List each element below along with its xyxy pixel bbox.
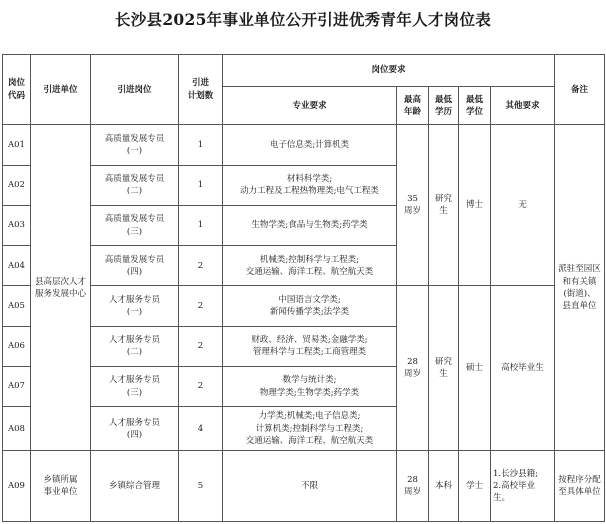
cell-major: 不限 — [223, 451, 397, 522]
header-major: 专业要求 — [223, 87, 397, 125]
cell-min-edu: 本科 — [429, 451, 459, 522]
cell-min-degree: 博士 — [459, 125, 491, 286]
cell-post: 人才服务专员 (二) — [91, 326, 179, 366]
table-row — [3, 286, 605, 326]
header-min-degree: 最低 学位 — [459, 87, 491, 125]
positions-table — [2, 54, 605, 522]
cell-post: 高质量发展专员 (四) — [91, 246, 179, 286]
cell-code: A02 — [3, 165, 31, 205]
cell-major: 电子信息类;计算机类 — [223, 125, 397, 165]
cell-plan: 1 — [179, 165, 223, 205]
header-max-age: 最高 年龄 — [397, 87, 429, 125]
cell-post: 高质量发展专员 (二) — [91, 165, 179, 205]
cell-major: 机械类;控制科学与工程类; 交通运输、海洋工程、航空航天类 — [223, 246, 397, 286]
cell-max-age: 35 周岁 — [397, 125, 429, 286]
cell-code: A05 — [3, 286, 31, 326]
cell-plan: 2 — [179, 286, 223, 326]
cell-major: 中国语言文学类; 新闻传播学类;法学类 — [223, 286, 397, 326]
cell-plan: 2 — [179, 246, 223, 286]
cell-major: 财政、经济、贸易类;金融学类; 管理科学与工程类;工商管理类 — [223, 326, 397, 366]
table-row — [3, 125, 605, 165]
cell-plan: 2 — [179, 366, 223, 406]
cell-min-degree: 硕士 — [459, 286, 491, 451]
header-code: 岗位 代码 — [3, 55, 31, 125]
cell-plan: 2 — [179, 326, 223, 366]
cell-post: 人才服务专员 (一) — [91, 286, 179, 326]
cell-plan: 5 — [179, 451, 223, 522]
cell-post: 人才服务专员 (三) — [91, 366, 179, 406]
header-post: 引进岗位 — [91, 55, 179, 125]
table-row — [3, 451, 605, 522]
cell-max-age: 28 周岁 — [397, 286, 429, 451]
header-unit: 引进单位 — [31, 55, 91, 125]
cell-other: 高校毕业生 — [491, 286, 555, 451]
cell-code: A03 — [3, 205, 31, 245]
cell-code: A04 — [3, 246, 31, 286]
cell-post: 乡镇综合管理 — [91, 451, 179, 522]
cell-code: A06 — [3, 326, 31, 366]
header-note: 备注 — [555, 55, 605, 125]
cell-max-age: 28 周岁 — [397, 451, 429, 522]
cell-code: A08 — [3, 407, 31, 451]
cell-min-degree: 学士 — [459, 451, 491, 522]
cell-code: A09 — [3, 451, 31, 522]
cell-plan: 1 — [179, 205, 223, 245]
header-min-edu: 最低 学历 — [429, 87, 459, 125]
cell-post: 人才服务专员 (四) — [91, 407, 179, 451]
page-title: 长沙县2025年事业单位公开引进优秀青年人才岗位表 — [114, 10, 492, 29]
cell-major: 生物学类;食品与生物类;药学类 — [223, 205, 397, 245]
cell-note: 按程序分配 至具体单位 — [555, 451, 605, 522]
cell-other: 1.长沙县籍; 2.高校毕业生。 — [491, 451, 555, 522]
cell-min-edu: 研究生 — [429, 286, 459, 451]
cell-plan: 4 — [179, 407, 223, 451]
cell-other: 无 — [491, 125, 555, 286]
cell-major: 力学类;机械类;电子信息类; 计算机类;控制科学与工程类; 交通运输、海洋工程、航空航天类 — [223, 407, 397, 451]
cell-min-edu: 研究生 — [429, 125, 459, 286]
cell-unit: 县高层次人才 服务发展中心 — [31, 125, 91, 451]
header-requirements: 岗位要求 — [223, 55, 555, 87]
cell-unit: 乡镇所属 事业单位 — [31, 451, 91, 522]
cell-post: 高质量发展专员 (一) — [91, 125, 179, 165]
cell-code: A01 — [3, 125, 31, 165]
header-plan: 引进 计划数 — [179, 55, 223, 125]
cell-code: A07 — [3, 366, 31, 406]
cell-post: 高质量发展专员 (三) — [91, 205, 179, 245]
cell-major: 数学与统计类; 物理学类;生物学类;药学类 — [223, 366, 397, 406]
header-other: 其他要求 — [491, 87, 555, 125]
cell-plan: 1 — [179, 125, 223, 165]
cell-major: 材料科学类; 动力工程及工程热物理类;电气工程类 — [223, 165, 397, 205]
cell-note: 派驻至园区 和有关镇 (街道)、 县直单位 — [555, 125, 605, 451]
